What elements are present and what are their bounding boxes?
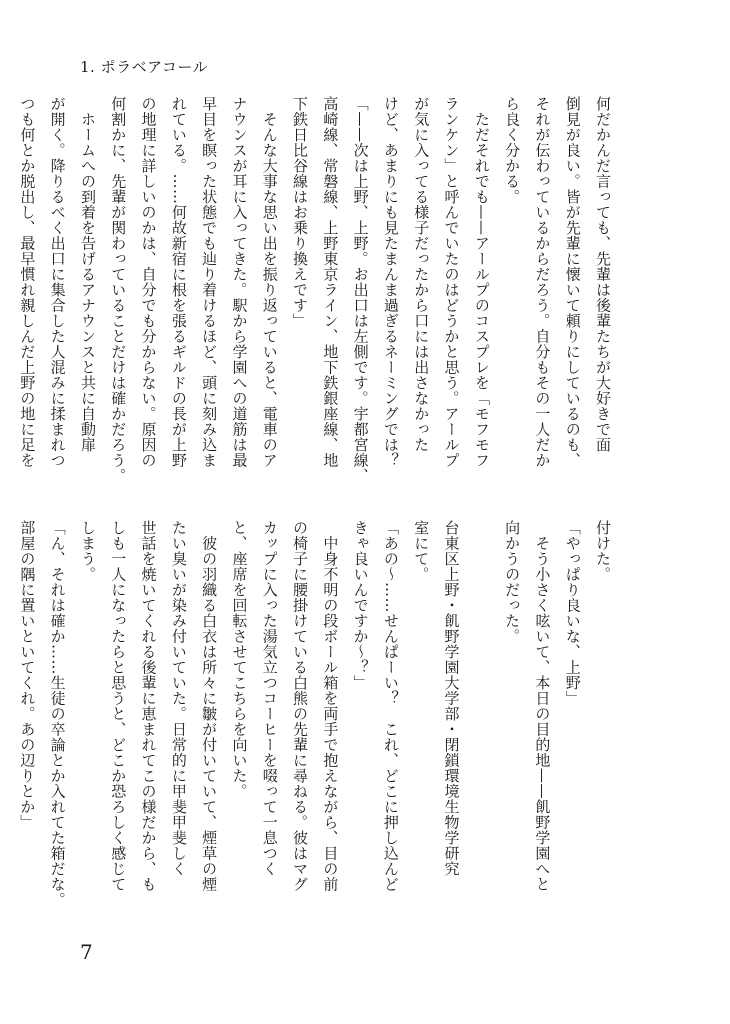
text-line: そんな大事な思い出を振り返っていると、電車のア xyxy=(260,96,279,468)
text-line: の椅子に腰掛けている白熊の先輩に尋ねる。彼はマグ xyxy=(291,520,310,892)
text-line: れている。……何故新宿に根を張るギルドの長が上野 xyxy=(169,96,188,468)
text-line: 何だかんだ言っても、先輩は後輩たちが大好きで面 xyxy=(594,96,612,453)
text-block-lower xyxy=(18,520,618,930)
text-line: ただそれでも——アールプのコスプレを「モフモフ xyxy=(472,96,491,468)
text-line: 中身不明の段ボール箱を両手で抱えながら、目の前 xyxy=(321,520,340,892)
text-line: 「——次は上野、上野。お出口は左側です。宇都宮線、 xyxy=(351,96,370,484)
text-line xyxy=(467,520,497,930)
text-line: と、座席を回転させてこちらを向いた。 xyxy=(230,520,249,799)
chapter-heading: 1. ポラベアコール xyxy=(80,58,209,76)
text-line: 世話を焼いてくれる後輩に恵まれてこの様だから、も xyxy=(139,520,158,892)
text-line: ナウンスが耳に入ってきた。駅から学園への道筋は最 xyxy=(230,96,249,468)
text-line: 「あの〜……せんぱーい？ これ、どこに押し込んど xyxy=(381,520,400,892)
text-line: つも何とか脱出し、最早慣れ親しんだ上野の地に足を xyxy=(18,96,37,468)
text-line: 倒見が良い。皆が先輩に懐いて頼りにしているのも、 xyxy=(563,96,582,468)
text-line: の地理に詳しいのかは、自分でも分からない。原因の xyxy=(139,96,158,468)
text-line: 付けた。 xyxy=(594,520,612,582)
text-line: それが伝わっているからだろう。自分もその一人だか xyxy=(533,96,552,468)
text-line: 向かうのだった。 xyxy=(503,520,522,644)
text-line: 高崎線、常磐線、上野東京ライン、地下鉄銀座線、地 xyxy=(321,96,340,468)
text-line: 下鉄日比谷線はお乗り換えです」 xyxy=(291,96,310,329)
text-line: が気に入ってる様子だったから口には出さなかった xyxy=(412,96,431,453)
text-line: 部屋の隅に置いといてくれ。あの辺りとか」 xyxy=(18,520,37,830)
text-line: 「ん、それは確か……生徒の卒論とか入れてた箱だな。 xyxy=(48,520,67,908)
text-line: きゃ良いんですか〜？」 xyxy=(351,520,370,691)
text-line: 室にて。 xyxy=(412,520,431,582)
text-line: 何割かに、先輩が関わっていることだけは確かだろう。 xyxy=(109,96,128,484)
text-line: 彼の羽織る白衣は所々に皺が付いていて、煙草の煙 xyxy=(200,520,219,892)
text-line: 「やっぱり良いな、上野」 xyxy=(563,520,582,706)
text-line: ランケン」と呼んでいたのはどうかと思う。アールプ xyxy=(442,96,461,468)
text-line: カップに入った湯気立つコーヒーを啜って一息つく xyxy=(260,520,279,877)
text-line: しも一人になったらと思うと、どこか恐ろしく感じて xyxy=(109,520,128,892)
text-line: ホームへの到着を告げるアナウンスと共に自動扉 xyxy=(78,96,97,453)
text-line: ら良く分かる。 xyxy=(503,96,522,205)
text-line: 台東区上野・飢野学園大学部・閉鎖環境生物学研究 xyxy=(442,520,461,877)
page-number: 7 xyxy=(80,940,93,964)
text-line: が開く。降りるべく出口に集合した人混みに揉まれつ xyxy=(48,96,67,468)
text-line: しまう。 xyxy=(78,520,97,582)
text-line: そう小さく呟いて、本日の目的地——飢野学園へと xyxy=(533,520,552,892)
text-line: 早目を瞑った状態でも辿り着けるほど、頭に刻み込ま xyxy=(200,96,219,468)
text-line: けど、あまりにも見たまんま過ぎるネーミングでは？ xyxy=(381,96,400,468)
text-block-upper xyxy=(18,96,618,492)
text-line: たい臭いが染み付いていた。日常的に甲斐甲斐しく xyxy=(169,520,188,877)
